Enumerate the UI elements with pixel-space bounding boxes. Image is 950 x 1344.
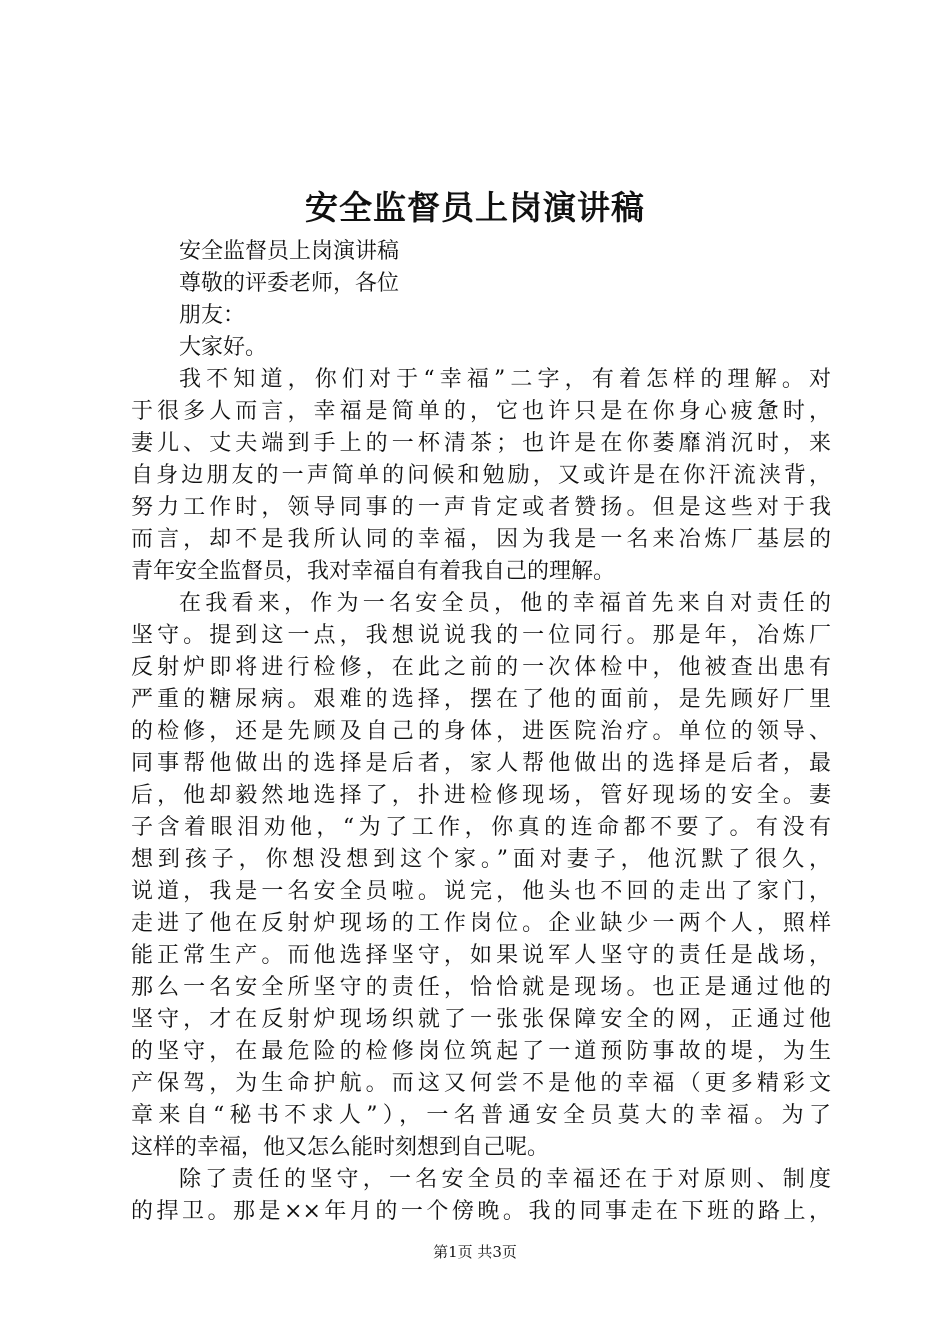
paragraph-line: 坚守。提到这一点，我想说说我的一位同行。那是年，冶炼厂	[131, 623, 831, 648]
paragraph-line: 的检修，还是先顾及自己的身体，进医院治疗。单位的领导、	[131, 719, 831, 744]
paragraph-line: 子含着眼泪劝他，“为了工作，你真的连命都不要了。有没有	[131, 815, 831, 840]
paragraph-line: 后，他却毅然地选择了，扑进检修现场，管好现场的安全。妻	[131, 783, 831, 808]
paragraph-line: 章来自“秘书不求人”），一名普通安全员莫大的幸福。为了	[131, 1103, 831, 1128]
paragraph-line: 产保驾，为生命护航。而这又何尝不是他的幸福（更多精彩文	[131, 1071, 831, 1096]
page-number-footer: 第1页 共3页	[433, 1243, 517, 1261]
paragraph-line: 那么一名安全所坚守的责任，恰恰就是现场。也正是通过他的	[131, 975, 831, 1000]
paragraph-line: 安全监督员上岗演讲稿	[179, 239, 400, 264]
paragraph-line: 自身边朋友的一声简单的问候和勉励，又或许是在你汗流浃背，	[131, 463, 831, 488]
document-body	[131, 236, 831, 1228]
paragraph-line: 能正常生产。而他选择坚守，如果说军人坚守的责任是战场，	[131, 943, 831, 968]
paragraph-line: 于很多人而言，幸福是简单的，它也许只是在你身心疲惫时，	[131, 399, 831, 424]
paragraph-line: 而言，却不是我所认同的幸福，因为我是一名来冶炼厂基层的	[131, 527, 831, 552]
paragraph-line: 走进了他在反射炉现场的工作岗位。企业缺少一两个人，照样	[131, 911, 831, 936]
paragraph-line: 的捍卫。那是××年月的一个傍晚。我的同事走在下班的路上，	[131, 1199, 831, 1224]
paragraph-line: 想到孩子，你想没想到这个家。”面对妻子，他沉默了很久，	[131, 847, 831, 872]
paragraph-line: 除了责任的坚守，一名安全员的幸福还在于对原则、制度	[179, 1167, 831, 1192]
paragraph-line: 大家好。	[179, 335, 268, 360]
paragraph-line: 在我看来，作为一名安全员，他的幸福首先来自对责任的	[179, 591, 831, 616]
paragraph-line: 我不知道，你们对于“幸福”二字，有着怎样的理解。对	[179, 367, 831, 392]
paragraph-line: 说道，我是一名安全员啦。说完，他头也不回的走出了家门，	[131, 879, 831, 904]
paragraph-line: 妻儿、丈夫端到手上的一杯清茶；也许是在你萎靡消沉时，来	[131, 431, 831, 456]
paragraph-line: 反射炉即将进行检修，在此之前的一次体检中，他被查出患有	[131, 655, 831, 680]
paragraph-line: 尊敬的评委老师，各位	[179, 271, 400, 296]
paragraph-line: 青年安全监督员，我对幸福自有着我自己的理解。	[131, 559, 616, 584]
paragraph-line: 坚守，才在反射炉现场织就了一张张保障安全的网，正通过他	[131, 1007, 831, 1032]
paragraph-line: 的坚守，在最危险的检修岗位筑起了一道预防事故的堤，为生	[131, 1039, 831, 1064]
page-title: 安全监督员上岗演讲稿	[305, 188, 645, 227]
paragraph-line: 同事帮他做出的选择是后者，家人帮他做出的选择是后者，最	[131, 751, 831, 776]
paragraph-line: 这样的幸福，他又怎么能时刻想到自己呢。	[131, 1135, 550, 1160]
paragraph-line: 努力工作时，领导同事的一声肯定或者赞扬。但是这些对于我	[131, 495, 831, 520]
paragraph-line: 朋友：	[179, 303, 246, 328]
paragraph-line: 严重的糖尿病。艰难的选择，摆在了他的面前，是先顾好厂里	[131, 687, 831, 712]
